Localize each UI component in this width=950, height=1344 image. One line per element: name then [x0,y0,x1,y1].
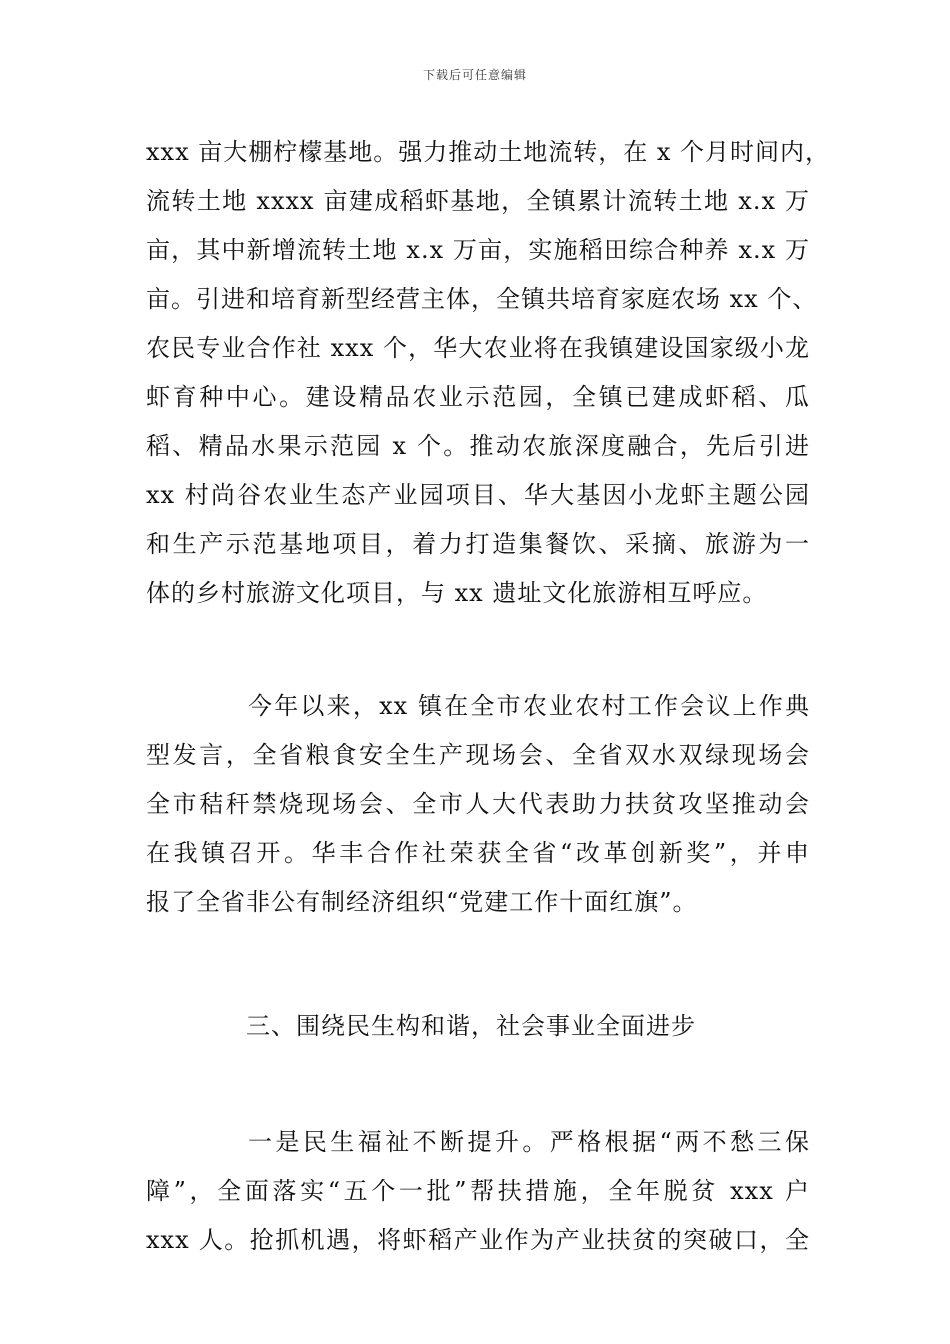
paragraph-agriculture [146,128,831,618]
text-line: xxx 人。抢抓机遇，将虾稻产业作为产业扶贫的突破口，全 [146,1226,810,1254]
text-line: 亩，其中新增流转土地 x.x 万亩，实施稻田综合种养 x.x 万 [146,236,810,264]
paragraph-achievements [146,682,810,927]
text-line: 流转土地 xxxx 亩建成稻虾基地，全镇累计流转土地 x.x 万 [146,187,810,215]
text-line: 农民专业合作社 xxx 个，华大农业将在我镇建设国家级小龙 [146,334,810,362]
text-line: 虾育种中心。建设精品农业示范园，全镇已建成虾稻、瓜 [146,383,810,411]
text-line: xx 村尚谷农业生态产业园项目、华大基因小龙虾主题公园 [146,481,810,509]
text-line: 障”，全面落实“五个一批”帮扶措施，全年脱贫 xxx 户 [146,1177,810,1205]
text-line: 型发言，全省粮食安全生产现场会、全省双水双绿现场会 [146,741,810,769]
text-line: 和生产示范基地项目，着力打造集餐饮、采摘、旅游为一 [146,530,810,558]
document-body [146,128,831,1265]
text-line: 报了全省非公有制经济组织“党建工作十面红旗”。 [146,888,698,916]
text-line: xxx 亩大棚柠檬基地。强力推动土地流转，在 x 个月时间内， [146,138,831,166]
text-line: 亩。引进和培育新型经营主体，全镇共培育家庭农场 xx 个、 [146,285,818,313]
paragraph-livelihood [146,1118,810,1265]
text-line: 体的乡村旅游文化项目，与 xx 遗址文化旅游相互呼应。 [146,579,768,607]
text-line: 今年以来，xx 镇在全市农业农村工作会议上作典 [248,692,810,720]
text-line: 一是民生福祉不断提升。严格根据“两不愁三保 [248,1128,810,1156]
section-heading: 三、围绕民生构和谐，社会事业全面进步 [246,1012,696,1040]
text-line: 全市秸秆禁烧现场会、全市人大代表助力扶贫攻坚推动会 [146,790,810,818]
text-line: 在我镇召开。华丰合作社荣获全省“改革创新奖”，并申 [146,839,810,867]
text-line: 稻、精品水果示范园 x 个。推动农旅深度融合，先后引进 [146,432,810,460]
page-header: 下载后可任意编辑 [422,68,527,82]
